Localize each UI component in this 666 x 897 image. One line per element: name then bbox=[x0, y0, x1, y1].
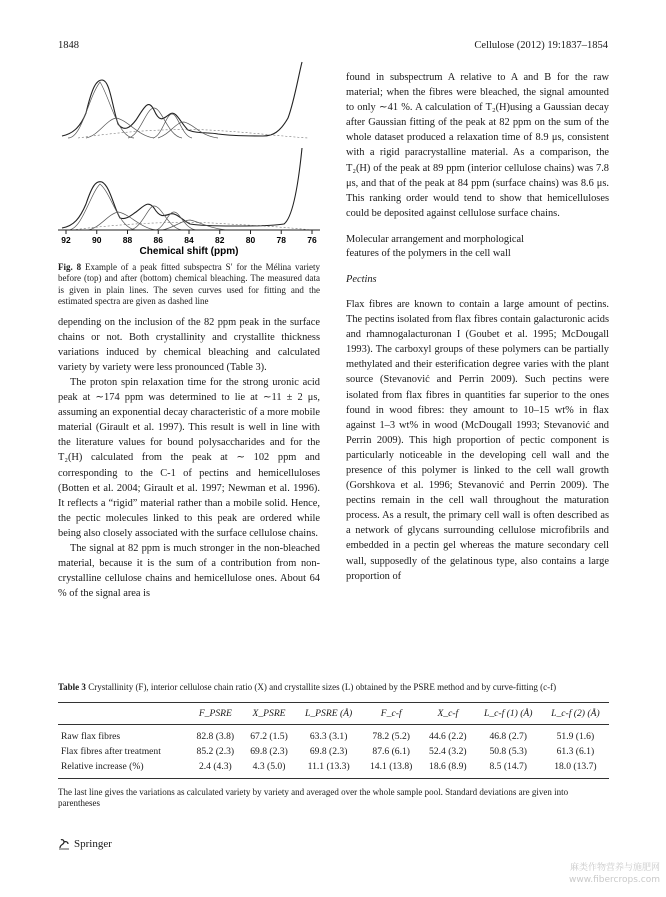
x-tick-label: 82 bbox=[215, 235, 225, 245]
right-paragraph-1: found in subspectrum A relative to A and B for the raw material; when the fibres were bleached, the signal amounted to only ∼41 %. A calculation of T₂(H)using a Gaussian decay after Gaussian fitting of the peak at 82 ppm on the sum of the whole dataset produced a relaxation time of 8.9 μs, consistent with a rigid paracrystalline material. As a comparison, the T₂(H) of the peak at 89 ppm (interior cellulose chains) was 7.8 μs, and that of the peak at 84 ppm (surface chains) was 8.6 μs. This ranking order would tend to show that hemicelluloses could be deposited against cellulose surface chains. bbox=[346, 72, 609, 219]
x-axis-tick-labels bbox=[61, 235, 317, 245]
nmr-figure bbox=[58, 58, 320, 258]
table-cell: 69.8 (2.3) bbox=[309, 745, 348, 757]
x-tick-label: 88 bbox=[122, 235, 133, 245]
right-paragraph-2: Flax fibres are known to contain a large amount of pectins. The pectins isolated from flax fibres contain galacturonic acids and rhamnogalacturonan I (Goubet et al. 1995; McDougall 1993). The carboxyl groups of these polymers can be partially methylated and their esterification degree varies with the plant source (Stevanović and Perrin 2009). Such pectins were isolated from flax fibres in quantities far superior to the ones found in wood fibres: they amount to 10–15 wt% in flax against 1–3 wt% in wood (McDougall 1993; Stevanović and Perrin 2009). This high proportion of pectic component is particularly noticeable in the developing cell wall and the presence of this polymer is linked to the cell wall growth (Gorshkova et al. 1996; Stevanović and Perrin 2009). The pectins remain in the cell wall throughout the maturation process. As a result, the primary cell wall is often described as a network of glycans surrounding cellulose microfibrils and embedded in a pectin gel whereas the mature secondary cell wall, supposedly of the gelatinous type, also contains a large proportion of bbox=[346, 298, 609, 582]
section-heading-line-2: features of the polymers in the cell wall bbox=[346, 248, 511, 260]
table-cell: 18.0 (13.7) bbox=[554, 760, 597, 772]
footer bbox=[58, 838, 112, 850]
left-column bbox=[58, 58, 320, 601]
table-cell: 61.3 (6.1) bbox=[556, 745, 595, 757]
table-cell: 87.6 (6.1) bbox=[372, 745, 410, 757]
table-header-cell: F_PSRE bbox=[198, 707, 232, 719]
x-tick-label: 76 bbox=[307, 235, 317, 245]
left-paragraph-1: depending on the inclusion of the 82 ppm peak in the surface chains or not. Both crystallinity and crystallite thickness variations induced by chemical bleaching and calculated variety by variety were less pronounced (Table 3). bbox=[58, 316, 320, 373]
table-cell: 4.3 (5.0) bbox=[252, 760, 286, 772]
journal-citation: Cellulose (2012) 19:1837–1854 bbox=[474, 40, 608, 51]
left-paragraph-2: The proton spin relaxation time for the strong uronic acid peak at ∼174 ppm was determined to lie at ∼11 ± 2 μs, assuming an exponential decay characteristic of a more mobile material (Girault et al. 1997). This result is well in line with the literature values for bound polysaccharides and for the T₂(H) calculated from the peak at ∼ 102 ppm and corresponding to the C-1 of pectins and hemicelluloses (Botten et al. 2004; Girault et al. 1997; Newman et al. 1996). It reflects a “rigid” material rather than a mobile solid. Hence, the pectic molecules linked to this peak are ordered while being also closely associated with the surface cellulose chains. bbox=[58, 377, 320, 539]
table-cell: 14.1 (13.8) bbox=[370, 760, 413, 772]
table-header-cell: F_c-f bbox=[380, 707, 402, 719]
table-row-label: Relative increase (%) bbox=[61, 760, 144, 772]
table-body bbox=[58, 724, 609, 778]
x-axis-label: Chemical shift (ppm) bbox=[139, 246, 239, 257]
table-cell: 63.3 (3.1) bbox=[309, 730, 348, 742]
table-cell: 78.2 (5.2) bbox=[372, 730, 410, 742]
top-spectrum-fit-2 bbox=[86, 118, 154, 138]
table-cell: 11.1 (13.3) bbox=[307, 760, 350, 772]
left-paragraph-3: The signal at 82 ppm is much stronger in the non-bleached material, because it is the sum of a contribution from non-crystalline cellulose chains and hemicellulose ones. About 64 % of the signal area is bbox=[58, 543, 320, 600]
table-row-label: Raw flax fibres bbox=[61, 730, 121, 742]
section-heading bbox=[346, 233, 609, 262]
top-spectrum-measured bbox=[62, 62, 302, 136]
table-row bbox=[58, 759, 609, 779]
nmr-spectra-plot bbox=[58, 58, 320, 258]
x-tick-label: 90 bbox=[92, 235, 102, 245]
table-cell: 44.6 (2.2) bbox=[429, 730, 467, 742]
table-row bbox=[58, 724, 609, 744]
table-header-row bbox=[58, 702, 609, 724]
x-tick-label: 80 bbox=[245, 235, 256, 245]
right-column bbox=[346, 70, 609, 584]
table-cell: 46.8 (2.7) bbox=[489, 730, 528, 742]
table-cell: 69.8 (2.3) bbox=[250, 745, 288, 757]
figure-caption-label: Fig. 8 bbox=[58, 262, 82, 272]
figure-caption-text: Example of a peak fitted subspectra S′ for the Mélina variety before (top) and after (bottom) chemical bleaching. The measured data is given in plain lines. The seven curves used for fitting and the estimated spectra are given as dashed line bbox=[58, 262, 321, 307]
table-row-label: Flax fibres after treatment bbox=[61, 745, 161, 757]
table-cell: 67.2 (1.5) bbox=[250, 730, 288, 742]
table-caption-label: Table 3 bbox=[58, 682, 86, 692]
x-tick-label: 92 bbox=[61, 235, 71, 245]
bottom-spectrum-fit-1 bbox=[68, 184, 136, 230]
table-header-cell bbox=[58, 702, 189, 724]
table-cell: 85.2 (2.3) bbox=[196, 745, 235, 757]
top-spectrum-fit-1 bbox=[68, 82, 134, 138]
watermark-line-2: www.fibercrops.com bbox=[569, 875, 660, 885]
x-axis-ticks bbox=[66, 230, 312, 234]
table-cell: 2.4 (4.3) bbox=[198, 760, 232, 772]
section-heading-line-1: Molecular arrangement and morphological bbox=[346, 233, 525, 245]
table-note: The last line gives the variations as calculated variety by variety and averaged over the whole sample pool. Standard deviations are given into parentheses bbox=[58, 786, 569, 809]
watermark bbox=[569, 862, 660, 886]
table-cell: 52.4 (3.2) bbox=[429, 745, 467, 757]
table-row bbox=[58, 744, 609, 759]
page-number: 1848 bbox=[58, 40, 79, 51]
table-header-cell: L_c-f (2) (Å) bbox=[551, 707, 600, 719]
table-cell: 82.8 (3.8) bbox=[196, 730, 235, 742]
springer-logo-icon bbox=[58, 838, 70, 850]
publisher-name: Springer bbox=[74, 838, 112, 850]
table-cell: 50.8 (5.3) bbox=[489, 745, 528, 757]
table-header-cell: X_PSRE bbox=[252, 707, 286, 719]
table-caption-text: Crystallinity (F), interior cellulose chain ratio (X) and crystallite sizes (L) obtained by the PSRE method and by curve-fitting (c-f) bbox=[88, 682, 557, 692]
x-tick-label: 86 bbox=[153, 235, 163, 245]
x-tick-label: 78 bbox=[276, 235, 286, 245]
table-header-cell: L_PSRE (Å) bbox=[305, 707, 353, 719]
bottom-spectrum-fit-3 bbox=[130, 206, 182, 230]
table-caption bbox=[58, 682, 609, 694]
data-table bbox=[58, 702, 609, 779]
table-cell: 51.9 (1.6) bbox=[556, 730, 595, 742]
subsection-heading: Pectins bbox=[346, 273, 377, 285]
table-cell: 18.6 (8.9) bbox=[429, 760, 467, 772]
watermark-line-1: 麻类作物营养与施肥网 bbox=[569, 863, 660, 873]
table-block bbox=[58, 682, 609, 810]
x-tick-label: 84 bbox=[184, 235, 194, 245]
table-header-cell: L_c-f (1) (Å) bbox=[483, 707, 533, 719]
bottom-spectrum-measured bbox=[62, 148, 302, 228]
figure-caption bbox=[58, 262, 320, 308]
table-header-cell: X_c-f bbox=[437, 707, 459, 719]
table-cell: 8.5 (14.7) bbox=[489, 760, 528, 772]
